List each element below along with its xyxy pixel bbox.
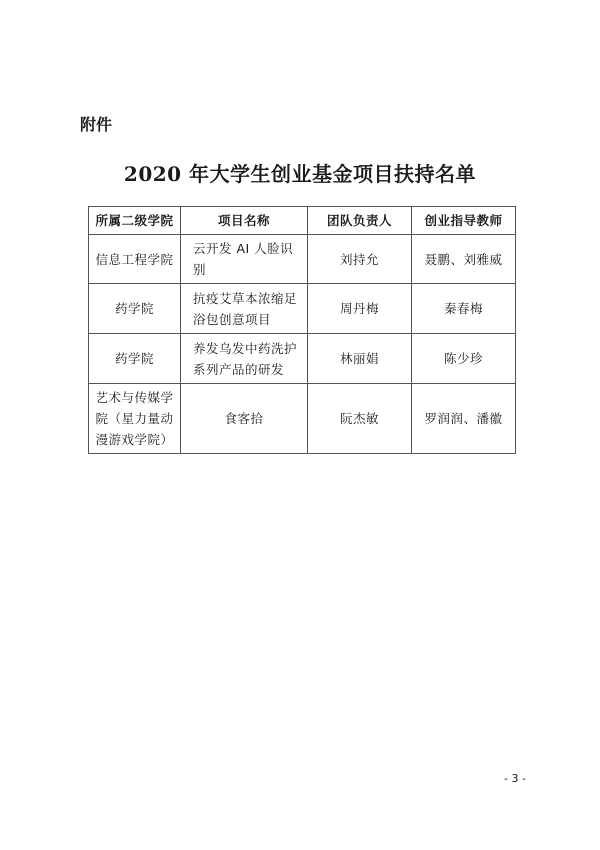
cell-mentor: 聂鹏、刘雅威 — [412, 235, 516, 284]
table-row — [89, 284, 516, 334]
cell-mentor: 陈少珍 — [412, 334, 516, 384]
cell-leader: 阮杰敏 — [308, 384, 412, 454]
cell-college: 艺术与传媒学院（星力量动漫游戏学院） — [89, 384, 181, 454]
project-table — [88, 206, 516, 454]
header-leader: 团队负责人 — [308, 207, 412, 235]
cell-college: 药学院 — [89, 284, 181, 334]
cell-mentor: 秦春梅 — [412, 284, 516, 334]
cell-project: 食客拾 — [181, 384, 308, 454]
cell-leader: 刘持允 — [308, 235, 412, 284]
cell-project: 养发乌发中药洗护系列产品的研发 — [181, 334, 308, 384]
cell-project: 抗疫艾草本浓缩足浴包创意项目 — [181, 284, 308, 334]
cell-college: 信息工程学院 — [89, 235, 181, 284]
cell-mentor: 罗润润、潘徽 — [412, 384, 516, 454]
cell-leader: 林丽娟 — [308, 334, 412, 384]
table-header-row — [89, 207, 516, 235]
table-row — [89, 384, 516, 454]
attachment-label: 附件 — [80, 115, 113, 134]
header-project: 项目名称 — [181, 207, 308, 235]
page-number: - 3 - — [504, 772, 526, 785]
header-college: 所属二级学院 — [89, 207, 181, 235]
table-row — [89, 235, 516, 284]
cell-leader: 周丹梅 — [308, 284, 412, 334]
document-title: 2020 年大学生创业基金项目扶持名单 — [123, 162, 477, 186]
table-row — [89, 334, 516, 384]
header-mentor: 创业指导教师 — [412, 207, 516, 235]
cell-college: 药学院 — [89, 334, 181, 384]
cell-project: 云开发 AI 人脸识别 — [181, 235, 308, 284]
